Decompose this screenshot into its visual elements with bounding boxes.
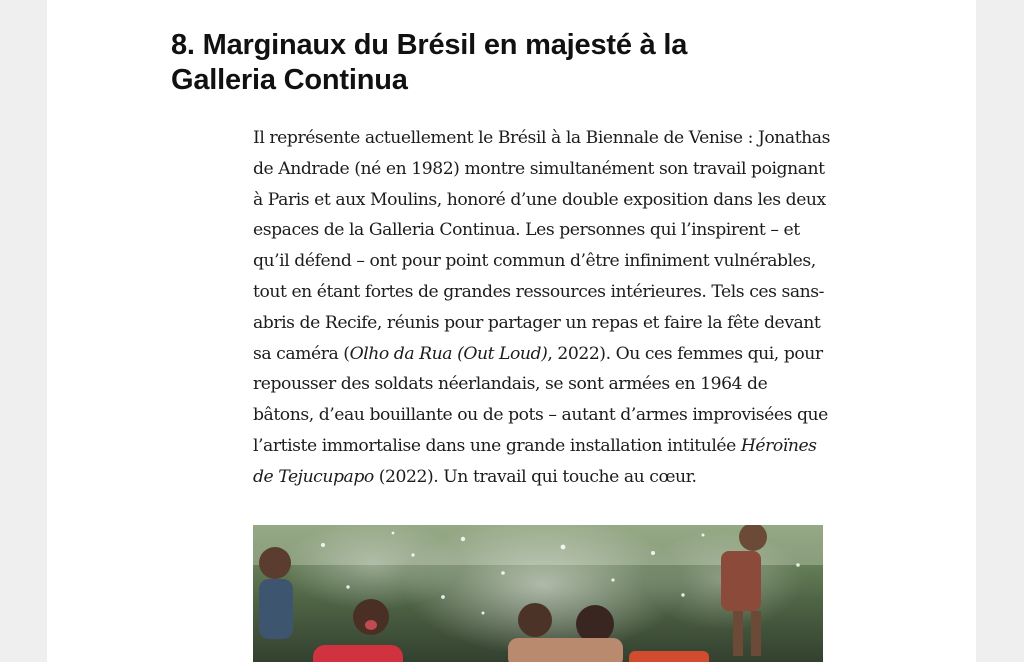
- artwork-title-heroines: Héroïnes de Tejucupapo: [253, 435, 817, 487]
- article-photo: [253, 525, 823, 662]
- artwork-title-olho-da-rua: Olho da Rua (Out Loud): [349, 343, 548, 364]
- paragraph-text-1: Il représente actuellement le Brésil à la Biennale de Venise : Jonathas de Andrade (né en 1982) montre simultanément son travail poignant à Paris et aux Moulins, honoré d’une double exposition dans les deux espaces de la Galleria Continua. Les personnes qui l’inspirent – et qu’il défend – ont pour point commun d’être infiniment vulnérables, tout en étant fortes de grandes ressources intérieures. Tels ces sans-abris de Recife, réunis pour partager un repas et faire la fête devant sa caméra (: [253, 128, 830, 364]
- paragraph-text-2: , 2022). Ou ces femmes qui, pour repousser des soldats néerlandais, se sont armées en 1964 de bâtons, d’eau bouillante ou de pots – autant d’armes improvisées que l’artiste immortalise dans une grande installation intitulée: [253, 343, 828, 456]
- article-card: [47, 0, 976, 662]
- paragraph-text-3: (2022). Un travail qui touche au cœur.: [373, 466, 697, 487]
- article-paragraph: [253, 123, 831, 493]
- photo-illustration: [253, 525, 823, 662]
- article-title: 8. Marginaux du Brésil en majesté à la Galleria Continua: [171, 29, 688, 96]
